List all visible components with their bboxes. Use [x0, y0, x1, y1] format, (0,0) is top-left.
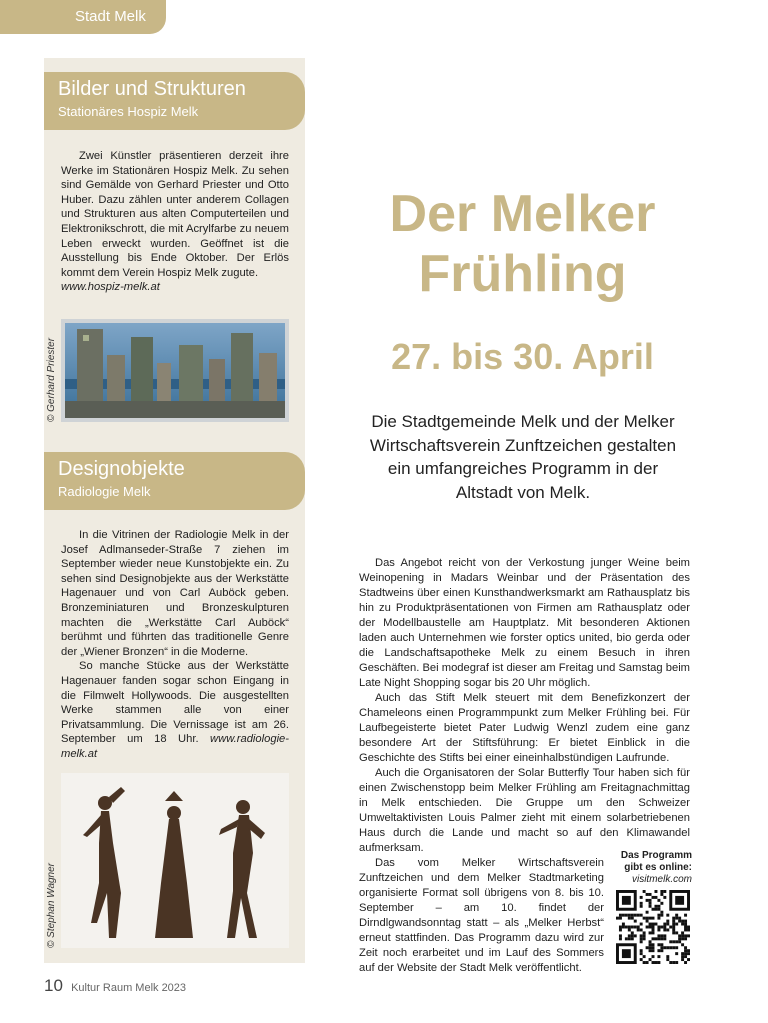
- article-p2: Auch das Stift Melk steuert mit dem Benefizkonzert der Chameleons einen Programmpunkt zum Melker Frühling bei. Für Laufbegeisterte bietet Pater Ludwig Wenzl zudem eine ganz besondere Art der Stiftsführung: Er bietet Einblick in die Geschichte des Stifts bei einer eineinhalbstündigen Laufrunde.: [359, 692, 690, 764]
- box2-text-block: [61, 528, 289, 762]
- headline: [345, 184, 700, 304]
- intro-text: Die Stadtgemeinde Melk und der Melker Wirtschaftsverein Zunftzeichen gestalten ein umfangreiches Programm in der Altstadt von Melk.: [369, 412, 677, 502]
- publication-name: Kultur Raum Melk 2023: [71, 982, 187, 994]
- qr-title-line1: Das Programm: [620, 850, 692, 861]
- bronze-figures-photo: [61, 773, 289, 948]
- event-dates: 27. bis 30. April: [391, 336, 654, 377]
- section-tab: Stadt Melk: [0, 0, 166, 34]
- collage-photo: [61, 319, 289, 422]
- box2-text-p2-wrap: [61, 659, 289, 761]
- photo-credit-2: © Stephan Wagner: [46, 862, 57, 948]
- box1-title: Bilder und Strukturen: [58, 78, 246, 100]
- box2-text-p2: So manche Stücke aus der Werkstätte Hagenauer fanden sogar schon Eingang in die Filmwelt Hollywoods. Die ausgestellten Werke stammen alle von einer Privatsammlung. Die Vernissage ist am 26. September um 18 Uhr.: [61, 660, 289, 746]
- box1-url[interactable]: www.hospiz-melk.at: [61, 281, 160, 294]
- page-number: 10: [44, 976, 63, 995]
- qr-caption: [612, 850, 692, 886]
- headline-line2: Frühling: [418, 245, 627, 303]
- box2-text-p1: In die Vitrinen der Radiologie Melk in der Josef Adlmanseder-Straße 7 ziehen im September wieder neue Kunstobjekte ein. Zu sehen sind Designobjekte aus der Werkstätte Hagenauer und von Carl Auböck geben. Bronzeminiaturen und Bronzeskulpturen machten die „Werkstätte Carl Auböck“ berühmt und führten das traditionelle Genre der „Wiener Bronzen“ in die Moderne.: [61, 529, 289, 658]
- box1-text: Zwei Künstler präsentieren derzeit ihre Werke im Stationären Hospiz Melk. Zu sehen sind Gemälde von Gerhard Priester und Otto Huber. Dazu zählen unter anderem Collagen und Strukturen aus alten Computerteilen und Elektronikschrott, die mit Acrylfarbe zu neuem Leben erweckt wurden. Geöffnet ist die Ausstellung bis Ende Oktober. Der Erlös kommt dem Verein Hospiz Melk zugute.: [61, 150, 289, 279]
- banner-designobjekte: [44, 452, 305, 510]
- headline-line1: Der Melker: [389, 185, 656, 243]
- qr-url[interactable]: visitmelk.com: [631, 874, 692, 885]
- article-p4: Das vom Melker Wirtschaftsverein Zunftzeichen und dem Melker Stadtmarketing organisierte Format soll übrigens von 8. bis 10. September – am 10. findet der Dirndlgwandsonntag statt – als „Melker Herbst“ erneut stattfinden. Das Programm dazu wird zur Zeit noch erarbeitet und im Lauf des Sommers auf der Website der Stadt Melk veröffentlicht.: [359, 857, 604, 974]
- box1-subtitle: Stationäres Hospiz Melk: [58, 104, 199, 119]
- box1-text-block: [61, 149, 289, 295]
- box2-url[interactable]: www.radiologie-melk.at: [61, 733, 289, 760]
- photo-credit-1: © Gerhard Priester: [46, 337, 57, 422]
- qr-title-line2: gibt es online:: [624, 862, 692, 873]
- qr-code[interactable]: [616, 890, 690, 964]
- article-p3: Auch die Organisatoren der Solar Butterfly Tour haben sich für einen Zwischenstopp beim Melker Frühling am Freitagnachmittag in Melk entschieden. Die Gruppe um den Schweizer Umweltaktivisten Louis Palmer zieht mit einem solarbetriebenen Haus durch die Lande und macht so auf den Klimawandel aufmerksam.: [359, 767, 690, 854]
- box2-title: Designobjekte: [58, 458, 185, 480]
- article-p1: Das Angebot reicht von der Verkostung junger Weine beim Weinopening in Madars Weinbar und der Präsentation des Stadtweins über einen Kunsthandwerksmarkt am Rathausplatz bis hin zu Produktpräsentationen von Firmen am Rathausplatz oder der Modellbaustelle am Hauptplatz. Mit besonderen Aktionen laden auch Unternehmen wie forster optics united, bio gerda oder die Landschaftsapotheke Melk zu einem Besuch in ihren Geschäften. Bei modegraf ist dieser am Freitag und Samstag beim Late Night Shopping sogar bis 20 Uhr möglich.: [359, 557, 690, 689]
- box2-subtitle: Radiologie Melk: [58, 484, 151, 499]
- banner-bilder: [44, 72, 305, 130]
- footer: [44, 976, 186, 996]
